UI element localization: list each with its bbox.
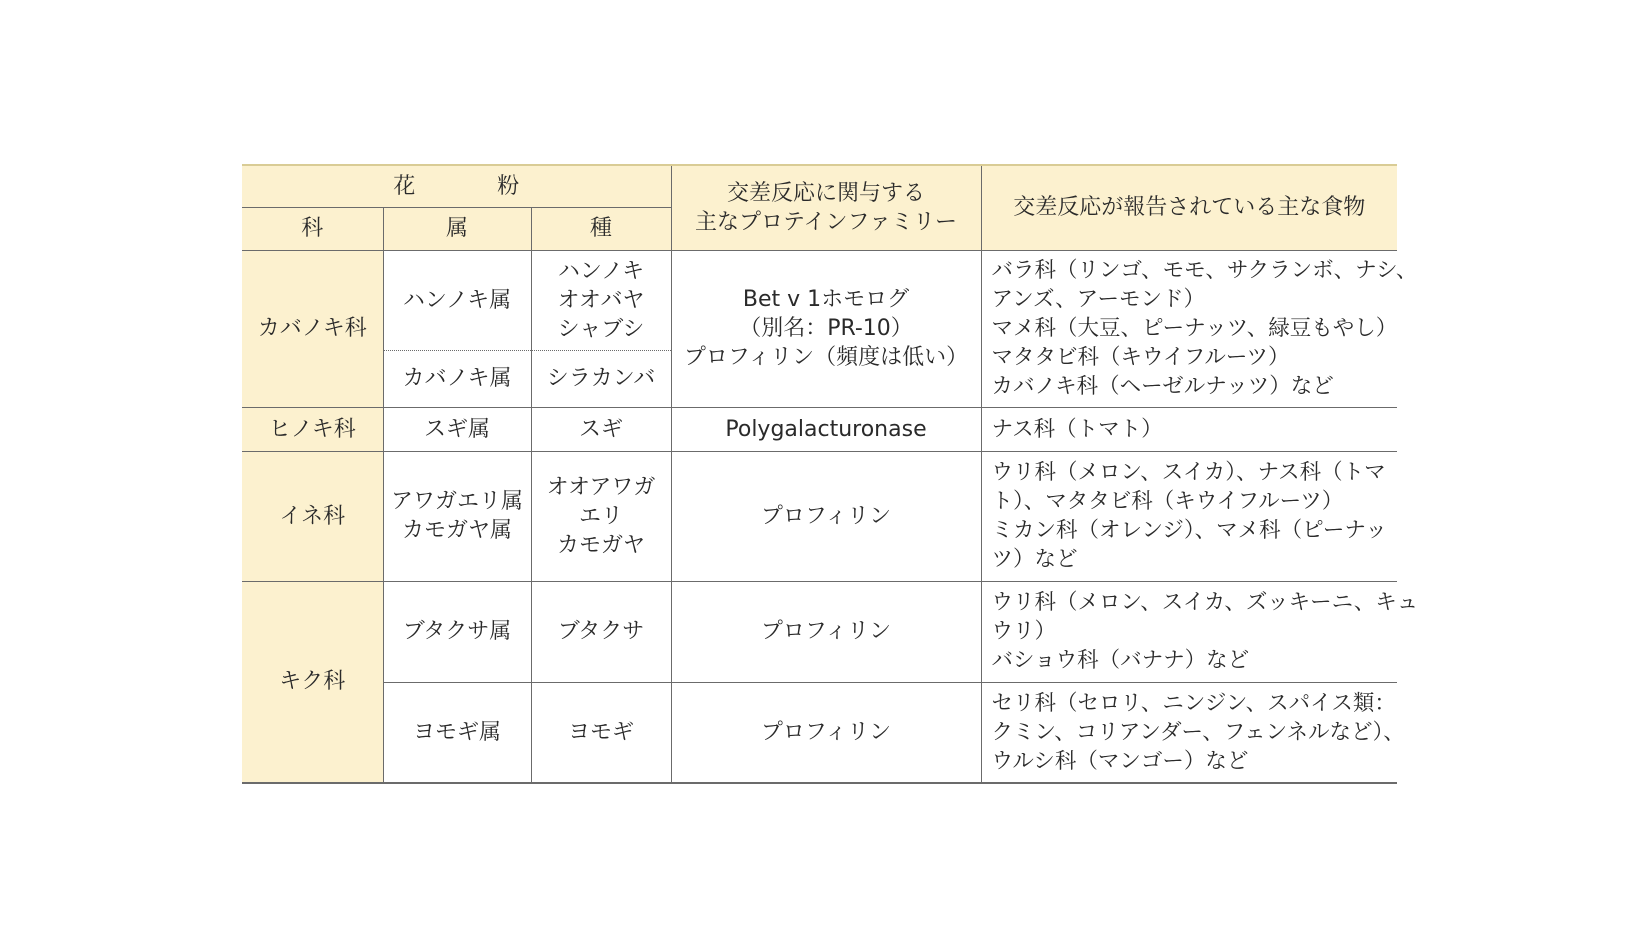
species-line: オオアワガ bbox=[546, 474, 656, 500]
family-cell: キク科 bbox=[242, 581, 383, 783]
foods-line: マタタビ科（キウイフルーツ） bbox=[991, 345, 1290, 370]
foods-line: セリ科（セロリ、ニンジン、スパイス類： bbox=[991, 690, 1396, 716]
protein-family-header-line-1: 交差反応に関与する bbox=[726, 180, 925, 206]
species-cell: シラカンバ bbox=[531, 350, 671, 407]
pollen-header: 花 粉 bbox=[242, 165, 671, 207]
species-line: カモガヤ bbox=[556, 532, 645, 558]
family-header: 科 bbox=[242, 207, 383, 250]
genus-header: 属 bbox=[383, 207, 531, 250]
foods-line: ト）、マタタビ科（キウイフルーツ） bbox=[991, 489, 1344, 514]
foods-cell: ナス科（トマト） bbox=[981, 407, 1397, 451]
table-row bbox=[242, 581, 1397, 682]
species-cell: スギ bbox=[531, 407, 671, 451]
genus-cell: ブタクサ属 bbox=[383, 581, 531, 682]
foods-line: クミン、コリアンダー、フェンネルなど）、 bbox=[991, 719, 1405, 745]
protein-cell: プロフィリン bbox=[671, 581, 981, 682]
genus-cell: スギ属 bbox=[383, 407, 531, 451]
foods-cell bbox=[981, 581, 1419, 682]
family-cell: イネ科 bbox=[242, 451, 383, 581]
protein-line: プロフィリン（頻度は低い） bbox=[683, 345, 969, 370]
foods-line: ミカン科（オレンジ）、マメ科（ピーナッ bbox=[991, 518, 1387, 543]
species-cell bbox=[531, 250, 671, 350]
species-line: ハンノキ bbox=[557, 258, 645, 284]
genus-cell bbox=[383, 451, 531, 581]
table-row bbox=[242, 451, 1397, 581]
family-cell: ヒノキ科 bbox=[242, 407, 383, 451]
genus-line: アワガエリ属 bbox=[390, 489, 523, 514]
foods-cell bbox=[981, 451, 1397, 581]
foods-line: カバノキ科（ヘーゼルナッツ）など bbox=[991, 374, 1334, 399]
foods-line: マメ科（大豆、ピーナッツ、緑豆もやし） bbox=[991, 316, 1398, 341]
table-row bbox=[242, 682, 1397, 783]
protein-cell: プロフィリン bbox=[671, 451, 981, 581]
genus-cell: ハンノキ属 bbox=[383, 250, 531, 350]
protein-family-header bbox=[671, 165, 981, 250]
table-row bbox=[242, 250, 1397, 350]
species-header: 種 bbox=[531, 207, 671, 250]
protein-cell bbox=[671, 250, 981, 407]
species-line: シャブシ bbox=[557, 316, 645, 342]
protein-line: Bet v 1ホモログ bbox=[742, 287, 910, 312]
species-line: オオバヤ bbox=[557, 287, 645, 313]
protein-family-header-line-2: 主なプロテインファミリー bbox=[694, 209, 958, 235]
foods-line: ウリ科（メロン、スイカ）、ナス科（トマ bbox=[991, 460, 1386, 485]
foods-cell bbox=[981, 250, 1418, 407]
species-line: エリ bbox=[578, 503, 623, 529]
protein-cell: プロフィリン bbox=[671, 682, 981, 783]
pollen-cross-reactivity-table bbox=[242, 164, 1419, 784]
header-row-1 bbox=[242, 165, 1397, 207]
protein-cell: Polygalacturonase bbox=[671, 407, 981, 451]
foods-line: ツ）など bbox=[991, 547, 1078, 572]
foods-cell bbox=[981, 682, 1405, 783]
foods-line: ウリ科（メロン、スイカ、ズッキーニ、キュ bbox=[991, 590, 1419, 615]
family-cell: カバノキ科 bbox=[242, 250, 383, 407]
species-cell: ヨモギ bbox=[531, 682, 671, 783]
genus-line: カモガヤ属 bbox=[401, 518, 512, 543]
foods-line: アンズ、アーモンド） bbox=[991, 287, 1205, 312]
table-row bbox=[242, 407, 1397, 451]
foods-header: 交差反応が報告されている主な食物 bbox=[981, 165, 1397, 250]
foods-line: ウリ） bbox=[991, 619, 1057, 644]
genus-cell: ヨモギ属 bbox=[383, 682, 531, 783]
foods-line: バラ科（リンゴ、モモ、サクランボ、ナシ、 bbox=[991, 258, 1418, 283]
species-cell bbox=[531, 451, 671, 581]
foods-line: ウルシ科（マンゴー）など bbox=[991, 748, 1249, 774]
foods-line: バショウ科（バナナ）など bbox=[991, 648, 1250, 673]
genus-cell: カバノキ属 bbox=[383, 350, 531, 407]
species-cell: ブタクサ bbox=[531, 581, 671, 682]
protein-line: （別名：PR-10） bbox=[739, 316, 913, 341]
